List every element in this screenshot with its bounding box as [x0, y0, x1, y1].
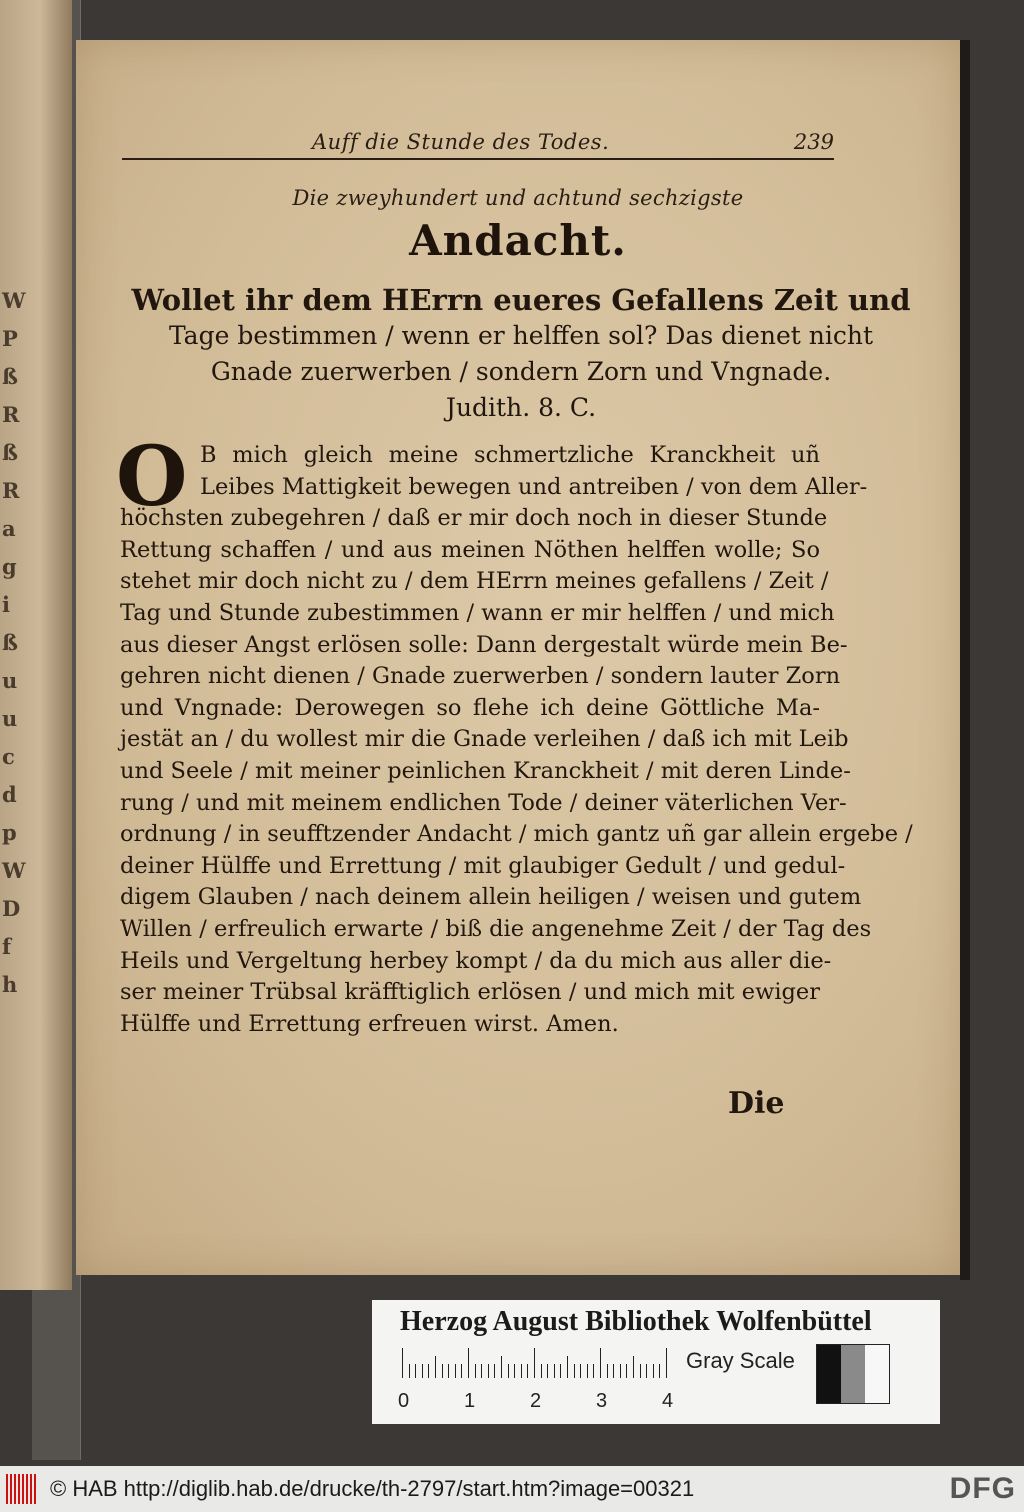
ruler-tick: [541, 1364, 542, 1378]
ruler-tick: [600, 1348, 601, 1378]
ruler-number: 3: [596, 1390, 608, 1412]
left-page-letter: u: [2, 706, 18, 731]
left-page-letter: R: [2, 402, 20, 427]
ruler-tick: [567, 1356, 568, 1378]
gray-scale-label: Gray Scale: [686, 1348, 795, 1373]
ruler-tick: [587, 1364, 588, 1378]
ruler-tick: [626, 1364, 627, 1378]
scripture-reference: Judith. 8. C.: [445, 393, 597, 422]
card-title: Herzog August Bibliothek Wolfenbüttel: [400, 1306, 872, 1337]
body-line: gehren nicht dienen / Gnade zuerwerben / sondern lauter Zorn: [120, 663, 841, 690]
body-line: Leibes Mattigkeit bewegen und antreiben / von dem Aller-: [200, 473, 868, 500]
page-number: 239: [793, 130, 834, 154]
ruler-tick: [521, 1364, 522, 1378]
gray-swatch: [817, 1345, 841, 1403]
scale-ruler: [402, 1348, 672, 1378]
ruler-tick: [415, 1364, 416, 1378]
ruler-tick: [448, 1364, 449, 1378]
body-line: deiner Hülffe und Errettung / mit glaubiger Gedult / und gedul-: [120, 852, 846, 879]
left-page-letter: c: [2, 744, 15, 769]
left-page-letter: d: [2, 782, 17, 807]
ruler-tick: [580, 1364, 581, 1378]
left-page-letter: R: [2, 478, 20, 503]
ruler-number: 0: [398, 1390, 410, 1412]
gray-swatches: [816, 1344, 890, 1404]
ruler-number: 2: [530, 1390, 542, 1412]
body-line: Tag und Stunde zubestimmen / wann er mir helffen / und mich: [120, 599, 835, 626]
left-page-letter: u: [2, 668, 18, 693]
body-line: ordnung / in seufftzender Andacht / mich gantz uñ gar allein ergebe /: [120, 821, 913, 848]
left-page-letter: D: [2, 896, 21, 921]
ruler-tick: [560, 1364, 561, 1378]
ruler-tick: [494, 1364, 495, 1378]
subtitle-line: Wollet ihr dem HErrn eueres Gefallens Zeit und: [131, 283, 911, 317]
ruler-tick: [534, 1348, 535, 1378]
ruler-tick: [646, 1364, 647, 1378]
left-facing-page: [0, 0, 72, 1290]
left-page-letter: i: [2, 592, 10, 617]
ruler-tick: [468, 1348, 469, 1378]
left-page-letter: ß: [2, 630, 18, 655]
ruler-tick: [554, 1364, 555, 1378]
ruler-tick: [442, 1364, 443, 1378]
left-page-letter: W: [2, 858, 26, 883]
ruler-tick: [574, 1364, 575, 1378]
ruler-tick: [653, 1364, 654, 1378]
gray-swatch: [841, 1345, 865, 1403]
left-page-letter: W: [2, 288, 26, 313]
ruler-tick: [488, 1364, 489, 1378]
ruler-tick: [475, 1364, 476, 1378]
body-line: und Vngnade: Derowegen so flehe ich deine Göttliche Ma-: [120, 694, 820, 721]
left-page-letter: ß: [2, 364, 18, 389]
body-line: digem Glauben / nach deinem allein heiligen / weisen und gutem: [120, 884, 862, 911]
ruler-tick: [666, 1348, 667, 1378]
ruler-tick: [620, 1364, 621, 1378]
ruler-tick: [461, 1364, 462, 1378]
ruler-tick: [481, 1364, 482, 1378]
ruler-tick: [659, 1364, 660, 1378]
kicker-line: Die zweyhundert und achtund sechzigste: [292, 186, 744, 210]
ruler-tick: [428, 1364, 429, 1378]
left-page-letter: g: [2, 554, 17, 579]
left-page-letter: a: [2, 516, 16, 541]
body-line: höchsten zubegehren / daß er mir doch noch in dieser Stunde: [120, 505, 828, 532]
body-line: ser meiner Trübsal kräfftiglich erlösen / und mich mit ewiger: [120, 979, 820, 1006]
body-line: jestät an / du wollest mir die Gnade verleihen / daß ich mit Leib: [120, 726, 849, 753]
running-head: [122, 128, 834, 160]
barcode-icon: [6, 1474, 38, 1504]
ruler-tick: [455, 1364, 456, 1378]
ruler-tick: [607, 1364, 608, 1378]
drop-cap: O: [116, 429, 188, 525]
ruler-tick: [501, 1356, 502, 1378]
running-title: Auff die Stunde des Todes.: [312, 130, 610, 154]
ruler-tick: [508, 1364, 509, 1378]
ruler-tick: [547, 1364, 548, 1378]
ruler-tick: [527, 1364, 528, 1378]
ruler-tick: [422, 1364, 423, 1378]
body-line: Rettung schaffen / und aus meinen Nöthen helffen wolle; So: [120, 536, 820, 563]
ruler-tick: [402, 1348, 403, 1378]
gray-swatch: [865, 1345, 889, 1403]
left-page-letter: P: [2, 326, 18, 351]
left-page-letter: h: [2, 972, 18, 997]
body-line: und Seele / mit meiner peinlichen Kranckheit / mit deren Linde-: [120, 757, 851, 784]
subtitle-line: Gnade zuerwerben / sondern Zorn und Vngnade.: [210, 357, 832, 386]
ruler-tick: [640, 1364, 641, 1378]
body-line: rung / und mit meinem endlichen Tode / deiner väterlichen Ver-: [120, 789, 847, 816]
body-line: Heils und Vergeltung herbey kompt / da du mich aus aller die-: [120, 947, 832, 974]
left-page-letter: f: [2, 934, 12, 959]
body-line: stehet mir doch nicht zu / dem HErrn meines gefallens / Zeit /: [120, 568, 829, 595]
page-edge: [960, 40, 970, 1280]
body-line: Willen / erfreulich erwarte / biß die angenehme Zeit / der Tag des: [120, 915, 872, 942]
left-page-letter: ß: [2, 440, 18, 465]
ruler-tick: [514, 1364, 515, 1378]
footer-copyright-link[interactable]: © HAB http://diglib.hab.de/drucke/th-2797/start.htm?image=00321: [50, 1476, 695, 1501]
left-page-letter: p: [2, 820, 17, 845]
ruler-numbers: [398, 1390, 698, 1416]
body-text: [120, 440, 913, 1040]
color-reference-card: [372, 1300, 940, 1424]
body-line: B mich gleich meine schmertzliche Kranckheit uñ: [200, 442, 820, 468]
body-line: aus dieser Angst erlösen solle: Dann dergestalt würde mein Be-: [120, 631, 848, 658]
book-page: [76, 40, 960, 1275]
ruler-tick: [409, 1364, 410, 1378]
ruler-number: 4: [662, 1390, 674, 1412]
catchword: Die: [728, 1086, 785, 1121]
page-heading: Andacht.: [409, 216, 627, 265]
subtitle-line: Tage bestimmen / wenn er helffen sol? Das dienet nicht: [168, 321, 874, 350]
ruler-tick: [435, 1356, 436, 1378]
ruler-tick: [593, 1364, 594, 1378]
ruler-tick: [633, 1356, 634, 1378]
ruler-number: 1: [464, 1390, 476, 1412]
subtitle-block: [116, 282, 926, 426]
ruler-tick: [613, 1364, 614, 1378]
dfg-logo: DFG: [949, 1472, 1016, 1505]
body-line: Hülffe und Errettung erfreuen wirst. Amen.: [120, 1010, 619, 1037]
footer-bar: [0, 1466, 1024, 1512]
